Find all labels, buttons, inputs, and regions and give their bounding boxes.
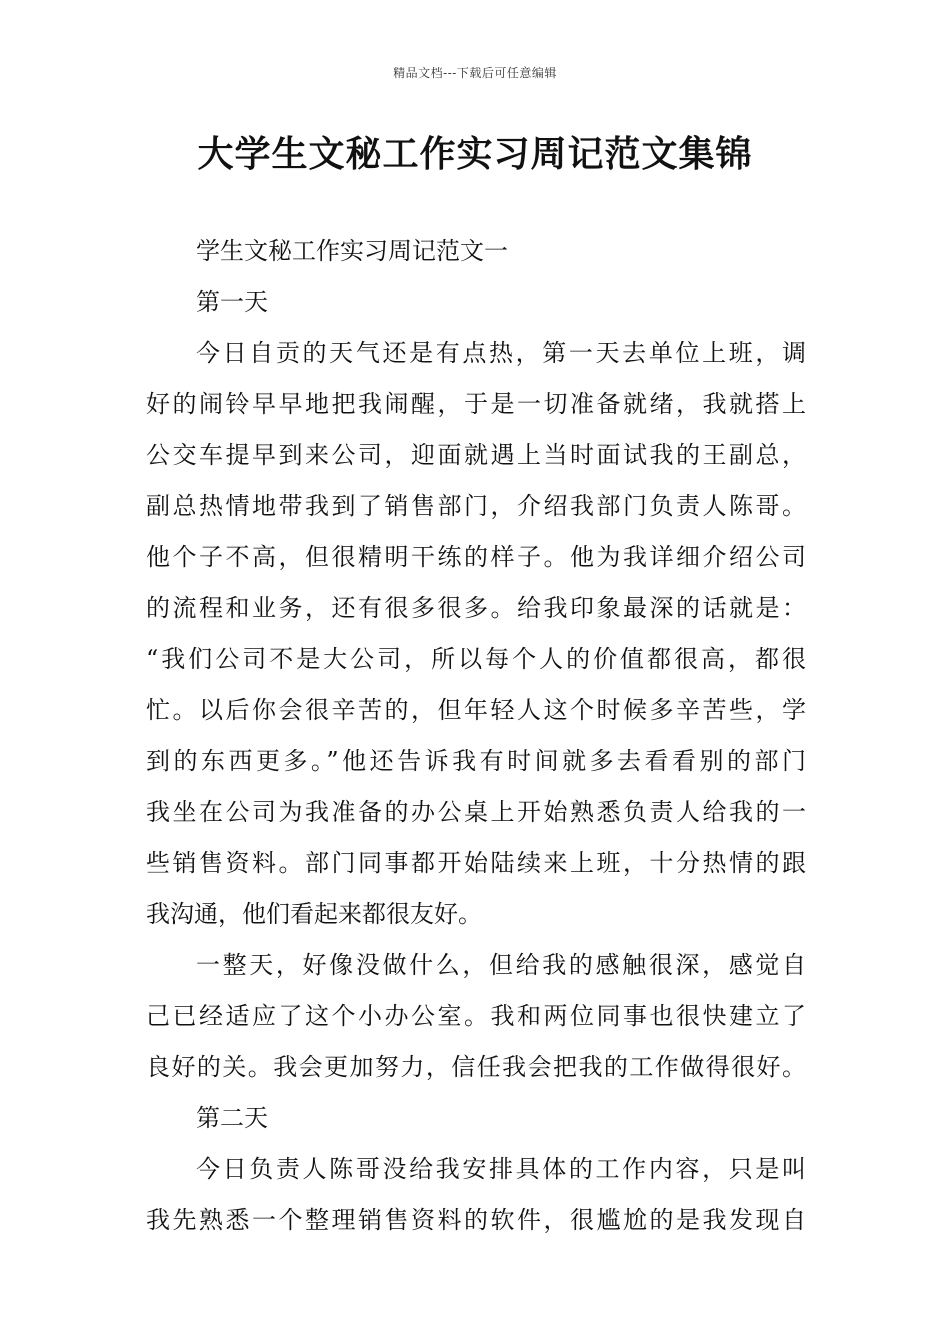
paragraph-line: 我沟通，他们看起来都很友好。 (146, 900, 482, 928)
paragraph-line: 些销售资料。部门同事都开始陆续来上班，十分热情的跟 (146, 849, 806, 877)
day-heading: 第一天 (196, 288, 268, 316)
paragraph-line: 到的东西更多。”他还告诉我有时间就多去看看别的部门 (146, 747, 806, 775)
paragraph-line: 一整天，好像没做什么，但给我的感触很深，感觉自 (196, 951, 806, 979)
paragraph-line: 公交车提早到来公司，迎面就遇上当时面试我的王副总， (146, 441, 806, 469)
paragraph-line: 今日自贡的天气还是有点热，第一天去单位上班，调 (196, 339, 806, 367)
paragraph-line: 己已经适应了这个小办公室。我和两位同事也很快建立了 (146, 1002, 806, 1030)
header-note: 精品文档---下载后可任意编辑 (393, 66, 557, 80)
paragraph-line: 忙。以后你会很辛苦的，但年轻人这个时候多辛苦些，学 (146, 696, 806, 724)
paragraph-line: “我们公司不是大公司，所以每个人的价值都很高，都很 (146, 645, 806, 673)
day-heading: 第二天 (196, 1104, 268, 1132)
document-body (146, 226, 806, 1246)
paragraph-line: 今日负责人陈哥没给我安排具体的工作内容，只是叫 (196, 1155, 806, 1183)
paragraph-line: 我先熟悉一个整理销售资料的软件，很尴尬的是我发现自 (146, 1206, 806, 1234)
paragraph-line: 他个子不高，但很精明干练的样子。他为我详细介绍公司 (146, 543, 806, 571)
document-title: 大学生文秘工作实习周记范文集锦 (197, 134, 753, 175)
paragraph-line: 好的闹铃早早地把我闹醒，于是一切准备就绪，我就搭上 (146, 390, 806, 418)
paragraph-line: 的流程和业务，还有很多很多。给我印象最深的话就是： (146, 594, 806, 622)
paragraph-line: 良好的关。我会更加努力，信任我会把我的工作做得很好。 (146, 1053, 806, 1081)
section-heading: 学生文秘工作实习周记范文一 (196, 237, 508, 265)
paragraph-line: 我坐在公司为我准备的办公桌上开始熟悉负责人给我的一 (146, 798, 806, 826)
paragraph-line: 副总热情地带我到了销售部门，介绍我部门负责人陈哥。 (146, 492, 806, 520)
